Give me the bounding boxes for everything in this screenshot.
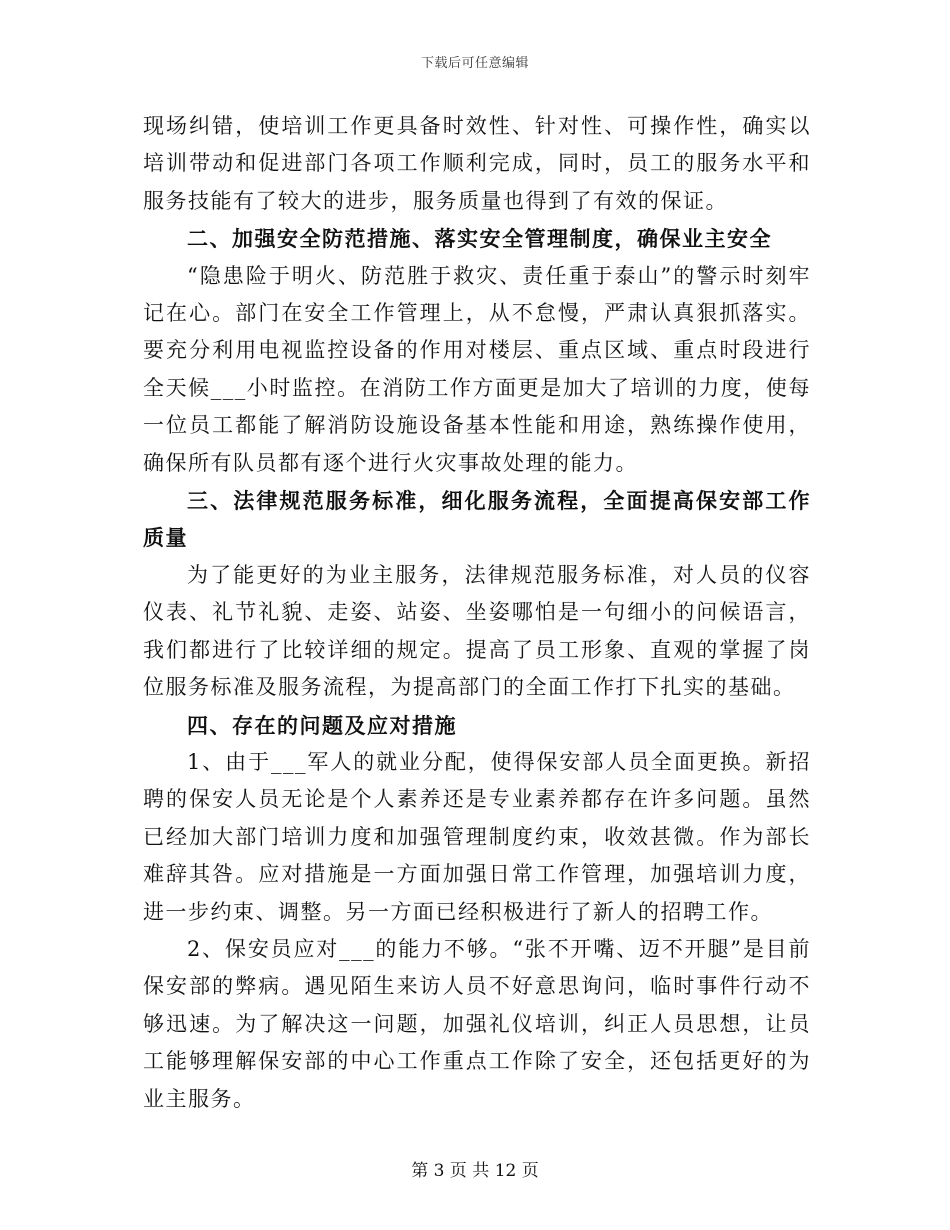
- section-heading-service-standards: 三、法律规范服务标准，细化服务流程，全面提高保安部工作质量: [143, 488, 811, 551]
- document-body: [143, 108, 811, 1118]
- page-number-footer: 第 3 页 共 12 页: [411, 1161, 539, 1181]
- header-note: 下载后可任意编辑: [420, 56, 529, 71]
- paragraph-service-standards: 为了能更好的为业主服务，法律规范服务标准，对人员的仪容仪表、礼节礼貌、走姿、站姿、坐姿哪怕是一句细小的问候语言，我们都进行了比较详细的规定。提高了员工形象、直观的掌握了岗位服务标准及服务流程，为提高部门的全面工作打下扎实的基础。: [143, 562, 811, 700]
- paragraph-training-continued: 现场纠错，使培训工作更具备时效性、针对性、可操作性，确实以培训带动和促进部门各项工作顺利完成，同时，员工的服务水平和服务技能有了较大的进步，服务质量也得到了有效的保证。: [143, 114, 811, 213]
- paragraph-problem-2: 2、保安员应对___的能力不够。“张不开嘴、迈不开腿”是目前保安部的弊病。遇见陌生来访人员不好意思询问，临时事件行动不够迅速。为了解决这一问题，加强礼仪培训，纠正人员思想，让员工能够理解保安部的中心工作重点工作除了安全，还包括更好的为业主服务。: [143, 936, 811, 1111]
- section-heading-safety: 二、加强安全防范措施、落实安全管理制度，确保业主安全: [187, 226, 772, 252]
- paragraph-problem-1: 1、由于___军人的就业分配，使得保安部人员全面更换。新招聘的保安人员无论是个人素养还是专业素养都存在许多问题。虽然已经加大部门培训力度和加强管理制度约束，收效甚微。作为部长难辞其咎。应对措施是一方面加强日常工作管理，加强培训力度，进一步约束、调整。另一方面已经积极进行了新人的招聘工作。: [143, 749, 811, 924]
- section-heading-problems: 四、存在的问题及应对措施: [187, 712, 457, 738]
- paragraph-safety: “隐患险于明火、防范胜于救灾、责任重于泰山”的警示时刻牢记在心。部门在安全工作管理上，从不怠慢，严肃认真狠抓落实。要充分利用电视监控设备的作用对楼层、重点区域、重点时段进行全天候___小时监控。在消防工作方面更是加大了培训的力度，使每一位员工都能了解消防设施设备基本性能和用途，熟练操作使用，确保所有队员都有逐个进行火灾事故处理的能力。: [143, 263, 811, 475]
